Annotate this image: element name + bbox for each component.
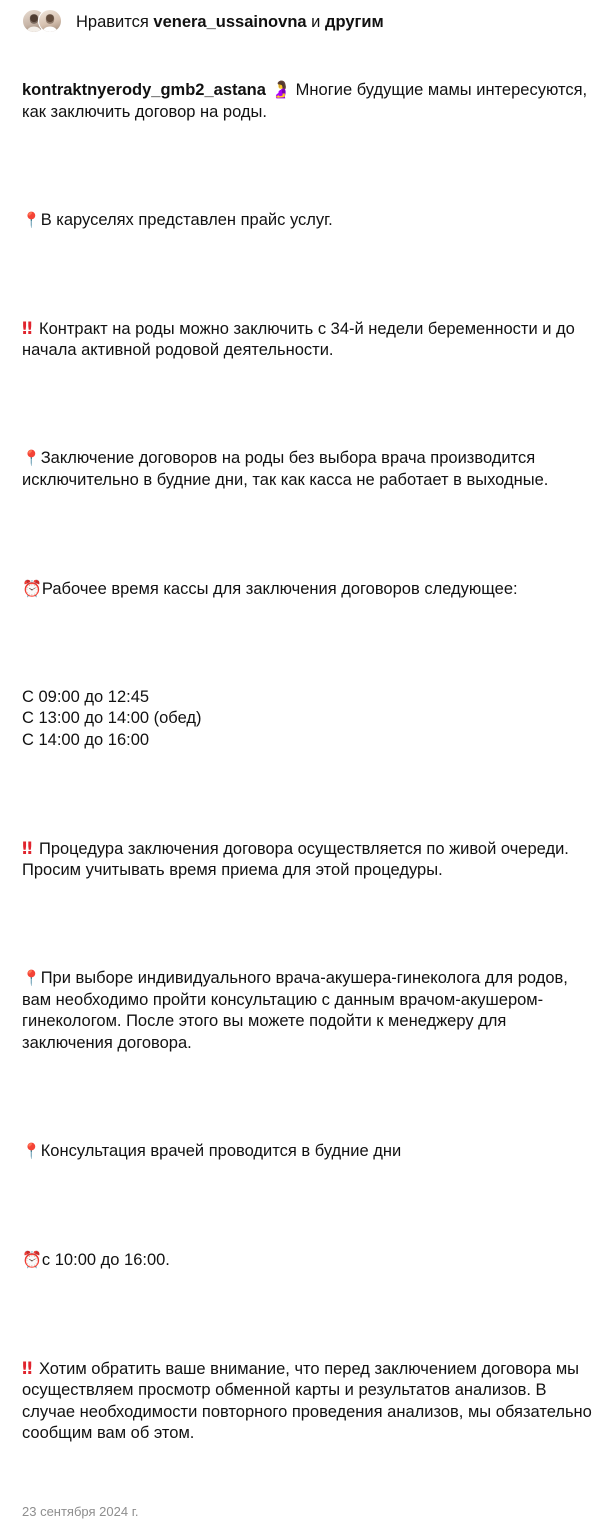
caption-paragraph-5 — [22, 838, 592, 882]
caption-paragraph-7 — [22, 1141, 592, 1163]
likes-prefix: Нравится — [76, 12, 149, 31]
caption-text — [22, 36, 597, 1510]
pushpin-icon: 📍 — [22, 969, 41, 987]
paragraph-text: Контракт на роды можно заключить с 34-й недели беременности и до начала активной родовой деятельности. — [22, 319, 580, 359]
caption-paragraph-1 — [22, 210, 592, 232]
schedule-list — [22, 687, 592, 752]
author-username-link[interactable]: kontraktnyerody_gmb2_astana — [22, 81, 266, 99]
schedule-line: С 14:00 до 16:00 — [22, 730, 150, 749]
paragraph-text: Процедура заключения договора осуществляется по живой очереди. Просим учитывать время приема для этой процедуры. — [22, 839, 574, 879]
pushpin-icon: 📍 — [22, 210, 41, 229]
caption-paragraph-6 — [22, 968, 592, 1054]
likes-others-link[interactable]: другим — [324, 12, 384, 31]
avatar[interactable] — [38, 9, 62, 33]
liker-username-link[interactable]: venera_ussainovna — [153, 12, 307, 31]
caption-paragraph-8 — [22, 1249, 592, 1272]
alarm-clock-icon: ⏰ — [22, 578, 42, 598]
post-caption-container — [22, 9, 597, 1519]
post-date: 23 сентября 2024 г. — [22, 1503, 139, 1519]
double-exclamation-icon: ‼ — [22, 838, 31, 858]
alarm-clock-icon: ⏰ — [22, 1249, 42, 1269]
paragraph-text: Консультация врачей проводится в будние дни — [40, 1141, 402, 1160]
caption-paragraph-9 — [22, 1358, 597, 1445]
likes-conjunction: и — [311, 12, 321, 31]
paragraph-text: Рабочее время кассы для заключения договоров следующее: — [41, 579, 518, 598]
caption-intro — [22, 79, 592, 123]
intro-text: Многие будущие мамы интересуются, как заключить договор на роды. — [22, 81, 592, 121]
pushpin-icon: 📍 — [22, 449, 41, 467]
paragraph-text: с 10:00 до 16:00. — [41, 1250, 170, 1269]
likes-row[interactable] — [22, 9, 592, 35]
double-exclamation-icon: ‼ — [22, 318, 31, 338]
paragraph-text: В каруселях представлен прайс услуг. — [40, 210, 333, 229]
caption-paragraph-3 — [22, 448, 592, 491]
paragraph-text: При выборе индивидуального врача-акушера-гинеколога для родов, вам необходимо пройти консультацию с данным врачом-акушером-гинекологом. После этого вы можете подойти к менеджеру для заключения договора. — [22, 969, 573, 1052]
pushpin-icon: 📍 — [22, 1141, 41, 1160]
paragraph-text: Хотим обратить ваше внимание, что перед заключением договора мы осуществляем просмотр обменной карты и результатов анализов. В случае необходимости повторного проведения анализов, мы обязательно сообщим вам об этом. — [22, 1359, 597, 1442]
pregnant-woman-icon: 🤰 — [270, 80, 292, 99]
paragraph-text: Заключение договоров на роды без выбора врача производится исключительно в будние дни, так как касса не работает в выходные. — [22, 449, 549, 489]
double-exclamation-icon: ‼ — [22, 1358, 31, 1378]
caption-paragraph-4 — [22, 578, 592, 601]
schedule-line: С 13:00 до 14:00 (обед) — [22, 709, 202, 727]
liker-avatars[interactable] — [22, 9, 68, 35]
caption-paragraph-2 — [22, 318, 592, 362]
schedule-line: С 09:00 до 12:45 — [22, 687, 150, 706]
